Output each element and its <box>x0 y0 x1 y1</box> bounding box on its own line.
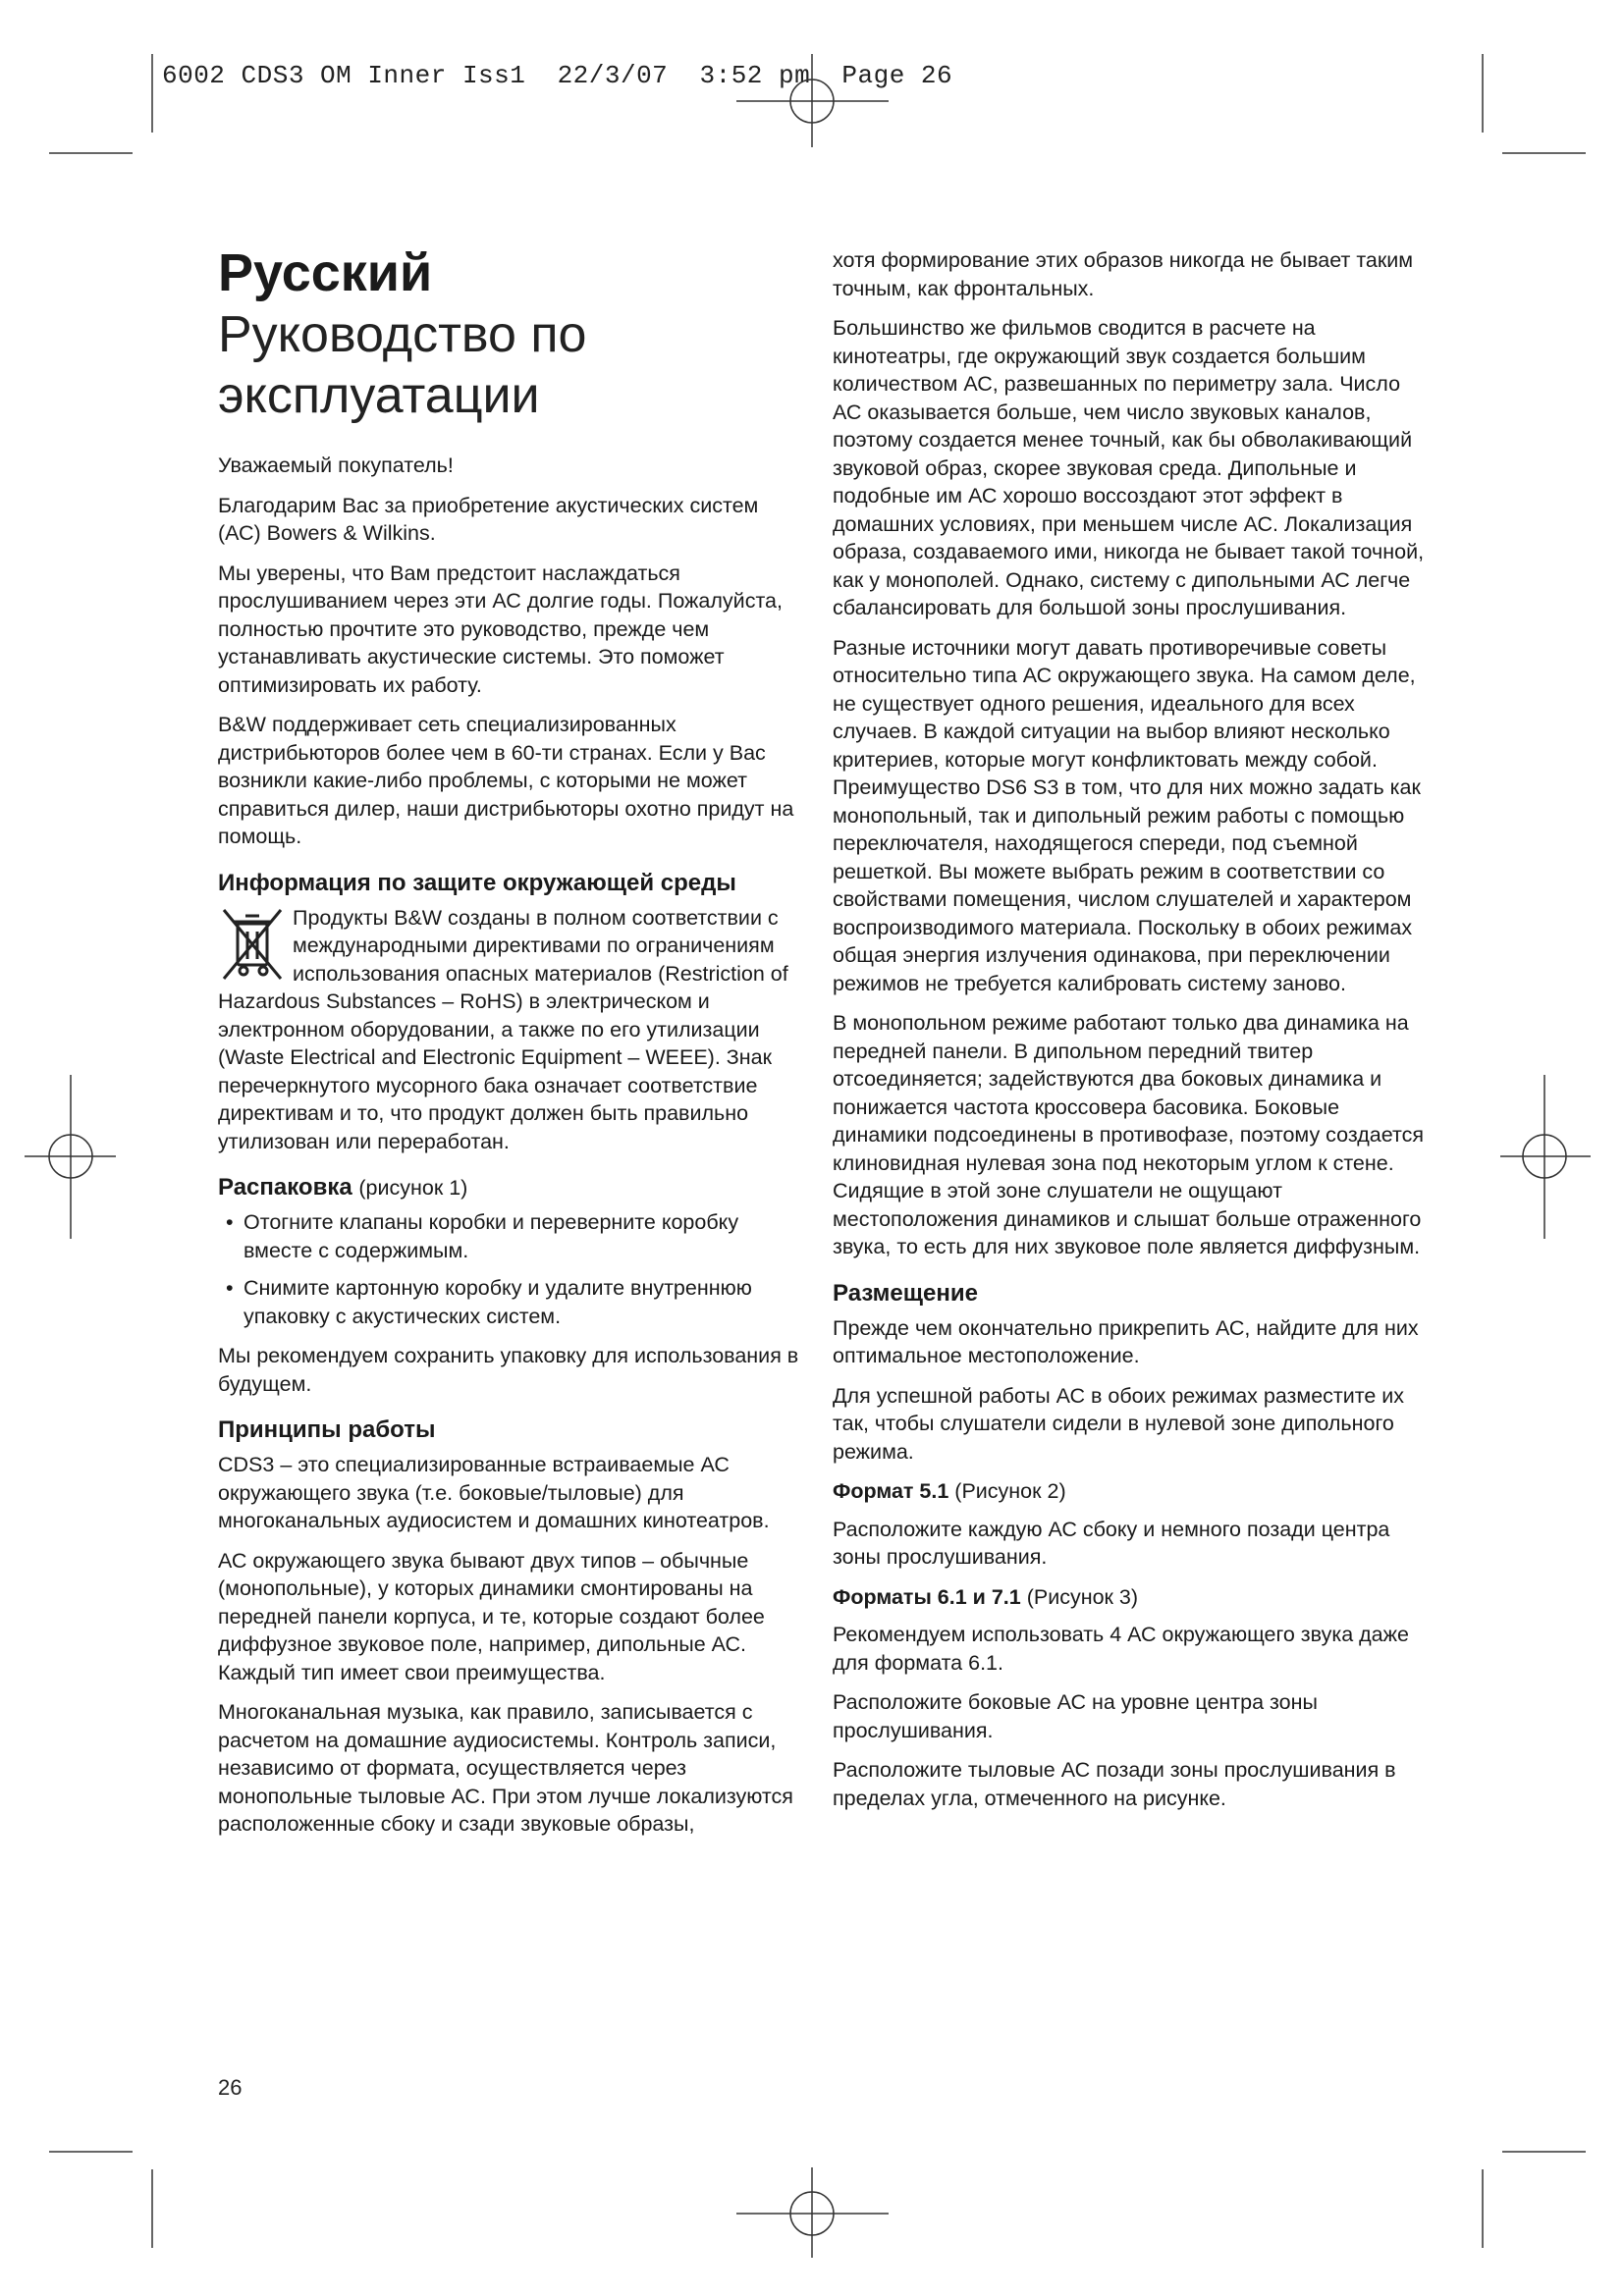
placement-heading: Размещение <box>833 1279 978 1307</box>
placement-paragraph: Расположите тыловые АС позади зоны прослушивания в пределах угла, отмеченного на рисунке. <box>833 1758 1396 1810</box>
right-column <box>833 246 1426 1824</box>
format-51-subheading: Формат 5.1 (Рисунок 2) <box>833 1479 1066 1503</box>
list-item: • Снимите картонную коробку и удалите внутреннюю упаковку с акустических систем. <box>226 1276 752 1328</box>
printer-slug: 6002 CDS3 OM Inner Iss1 22/3/07 3:52 pm Page 26 <box>162 61 953 90</box>
principles-paragraph: CDS3 – это специализированные встраиваемые АС окружающего звука (т.е. боковые/тыловые) для многоканальных аудиосистем и домашних кинотеатров. <box>218 1453 770 1532</box>
environment-text: Продукты B&W созданы в полном соответствии с международными директивами по ограничениям использования опасных материалов (Restriction of Hazardous Substances – RoHS) в электрическом и электронном оборудовании, а также по его утилизации (Waste Electrical and Electronic Equipment – WEEE). Знак перечеркнутого мусорного бака означает соответствие директивам и то, что продукт должен быть правильно утилизован или переработан. <box>218 905 788 1153</box>
language-heading: Русский <box>218 243 433 302</box>
unpacking-title: Распаковка <box>218 1174 352 1201</box>
principles-paragraph: В монопольном режиме работают только два динамика на передней панели. В дипольном передний твитер отсоединяется; задействуются два боковых динамика и понижается частота кроссовера басовика. Боковые динамики подсоединены в противофазе, поэтому создается клиновидная нулевая зона под некоторым углом к стене. Сидящие в этой зоне слушатели не ощущают местоположения динамиков и слышат больше отраженного звука, то есть для них звуковое поле является диффузным. <box>833 1011 1424 1258</box>
greeting: Уважаемый покупатель! <box>218 454 454 477</box>
left-column <box>218 243 805 1850</box>
principles-paragraph: Разные источники могут давать противоречивые советы относительно типа АС окружающего звука. На самом деле, не существует одного решения, идеального для всех случаев. В каждой ситуации на выбор влияют несколько критериев, которые могут конфликтовать между собой. Преимущество DS6 S3 в том, что для них можно задать как монопольный, так и дипольный режим работы с помощью переключателя, находящегося спереди, под съемной решеткой. Вы можете выбрать режим в соответствии со свойствами помещения, числом слушателей и характером воспроизводимого материала. Поскольку в обоих режимах общая энергия излучения одинакова, при переключении режимов не требуется калибровать систему заново. <box>833 635 1421 995</box>
environment-section <box>218 904 805 1156</box>
placement-paragraph: Рекомендуем использовать 4 АС окружающего звука даже для формата 6.1. <box>833 1623 1409 1675</box>
list-item: • Отогните клапаны коробки и переверните коробку вместе с содержимым. <box>226 1210 739 1262</box>
placement-paragraph: Расположите боковые АС на уровне центра зоны прослушивания. <box>833 1690 1318 1742</box>
unpacking-heading <box>218 1175 805 1201</box>
placement-paragraph: Расположите каждую АС сбоку и немного позади центра зоны прослушивания. <box>833 1517 1390 1569</box>
principles-heading: Принципы работы <box>218 1416 436 1443</box>
crossed-out-wheelie-bin-icon <box>218 904 287 983</box>
page-title: Руководство по эксплуатации <box>218 306 587 424</box>
intro-paragraph: Мы уверены, что Вам предстоит наслаждаться прослушиванием через эти АС долгие годы. Пожалуйста, полностью прочтите это руководство, прежде чем устанавливать акустические системы. Это поможет оптимизировать их работу. <box>218 561 783 697</box>
figure-reference: (рисунок 1) <box>358 1176 468 1200</box>
unpacking-list <box>218 1208 805 1330</box>
intro-paragraph: B&W поддерживает сеть специализированных дистрибьюторов более чем в 60-ти странах. Если у Вас возникли какие-либо проблемы, с которыми не может справиться дилер, наши дистрибьюторы охотно придут на помощь. <box>218 713 794 848</box>
environment-heading: Информация по защите окружающей среды <box>218 869 736 896</box>
principles-paragraph: АС окружающего звука бывают двух типов – обычные (монопольные), у которых динамики смонтированы на передней панели корпуса, и те, которые создают более диффузное звуковое поле, например, дипольные АС. Каждый тип имеет свои преимущества. <box>218 1548 765 1684</box>
page-number: 26 <box>218 2075 243 2100</box>
placement-paragraph: Прежде чем окончательно прикрепить АС, найдите для них оптимальное местоположение. <box>833 1315 1419 1367</box>
format-6171-subheading: Форматы 6.1 и 7.1 (Рисунок 3) <box>833 1584 1139 1609</box>
principles-paragraph: Большинство же фильмов сводится в расчете на кинотеатры, где окружающий звук создается большим количеством АС, развешанных по периметру зала. Число АС оказывается больше, чем число звуковых каналов, поэтому создается менее точный, как бы обволакивающий звуковой образ, скорее звуковая среда. Дипольные и подобные им АС хорошо воссоздают этот эффект в домашних условиях, при меньшем числе АС. Локализация образа, создаваемого ими, никогда не бывает такой точной, как у монополей. Однако, систему с дипольными АС легче сбалансировать для большой зоны прослушивания. <box>833 316 1425 619</box>
unpacking-note: Мы рекомендуем сохранить упаковку для использования в будущем. <box>218 1344 799 1396</box>
placement-paragraph: Для успешной работы АС в обоих режимах разместите их так, чтобы слушатели сидели в нулевой зоне дипольного режима. <box>833 1383 1405 1464</box>
principles-paragraph-continued: хотя формирование этих образов никогда не бывает таким точным, как фронтальных. <box>833 248 1414 300</box>
principles-paragraph-split: Многоканальная музыка, как правило, записывается с расчетом на домашние аудиосистемы. Контроль записи, независимо от формата, осуществляется через монопольные тыловые АС. При этом лучше локализуются расположенные сбоку и сзади звуковые образы, <box>218 1700 793 1836</box>
intro-paragraph: Благодарим Вас за приобретение акустических систем (АС) Bowers & Wilkins. <box>218 493 759 545</box>
